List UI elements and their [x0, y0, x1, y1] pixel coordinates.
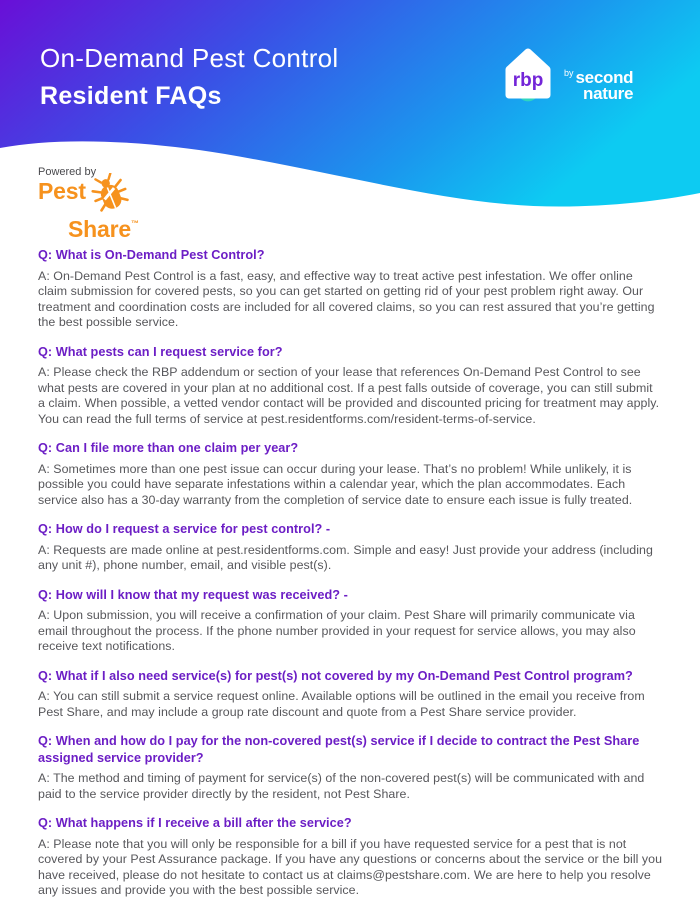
faq-question: Q: How will I know that my request was received? -: [38, 587, 348, 602]
trademark-symbol: ™: [130, 219, 139, 228]
pestshare-word-pest: Pest: [38, 178, 86, 204]
faq-question: Q: What pests can I request service for?: [38, 344, 283, 359]
faq-answer: A: Please note that you will only be responsible for a bill if you have requested service for a pest that is not covered by your Pest Assurance package. If you have any questions or concerns about the service or the bill you have received, please do not hesitate to contact us at claims@pestshare.com. We are here to help you resolve any issues and provide you with the best possible service.: [38, 836, 663, 897]
faq-answer: A: You can still submit a service request online. Available options will be outlined in the email you receive from Pest Share, and may include a group rate discount and quote from a Pest Share service provider.: [38, 689, 645, 719]
rbp-logo: [498, 44, 560, 110]
faq-item: [38, 733, 663, 802]
faq-item: [38, 247, 663, 331]
faq-answer: A: Please check the RBP addendum or section of your lease that references On-Demand Pest Control to see what pests are covered in your plan at no additional cost. If a pest falls outside of coverage, you can still submit a claim. When possible, a vetted vendor contact will be provided and discounted pricing for treatment may apply. You can read the full terms of service at pest.residentforms.com/resident-terms-of-service.: [38, 365, 660, 426]
faq-question: Q: What happens if I receive a bill after the service?: [38, 816, 352, 830]
byline-word-second: second: [575, 68, 634, 87]
faq-question: Q: How do I request a service for pest control? -: [38, 522, 331, 536]
pestshare-word-share: [68, 212, 198, 241]
rbp-house-icon: [498, 44, 560, 110]
faq-question: Q: What if I also need service(s) for pest(s) not covered by my On-Demand Pest Control program?: [38, 668, 633, 683]
pestshare-word-share-text: Share: [68, 216, 131, 242]
faq-answer: A: Requests are made online at pest.residentforms.com. Simple and easy! Just provide your address (including any unit #), phone number, email, and visible pest(s).: [38, 542, 653, 572]
page-title-line2: Resident FAQs: [40, 82, 222, 110]
faq-item: [38, 521, 663, 574]
faq-question: Q: Can I file more than one claim per year?: [38, 441, 299, 455]
faq-answer: A: Upon submission, you will receive a confirmation of your claim. Pest Share will primarily communicate via email throughout the process. If the phone number provided in your request for service allows, you may also receive text notifications.: [38, 608, 636, 653]
byline-by: by: [564, 68, 574, 78]
svg-text:rbp: rbp: [512, 70, 544, 91]
powered-by-label: Powered by: [38, 166, 97, 178]
faq-answer: A: The method and timing of payment for service(s) of the non-covered pest(s) will be communicated with and paid to the service provider directly by the resident, not Pest Share.: [38, 771, 645, 801]
faq-question: Q: What is On-Demand Pest Control?: [38, 248, 265, 262]
faq-item: [38, 587, 663, 655]
faq-item: [38, 668, 663, 721]
page-title: [40, 42, 339, 112]
faq-item: [38, 815, 663, 899]
second-nature-byline: [564, 66, 633, 102]
faq-item: [38, 344, 663, 428]
faq-answer: A: Sometimes more than one pest issue can occur during your lease. That’s no problem! While unlikely, it is possible you could have separate infestations within a calendar year, which the plan accommodates. Each service also has a 30-day warranty from the completion of service date to ensure each issue is fully treated.: [38, 461, 633, 507]
faq-question: Q: When and how do I pay for the non-covered pest(s) service if I decide to contract the Pest Share assigned service provider?: [38, 734, 640, 765]
faq-list: [38, 247, 663, 906]
pestshare-logo: [38, 166, 198, 241]
faq-item: [38, 440, 663, 508]
faq-answer: A: On-Demand Pest Control is a fast, easy, and effective way to treat active pest infestation. We offer online claim submission for covered pests, so you can get started on getting rid of your pest problem right away. Our treatment and coordination costs are included for all covered claims, so you can rest assured that you’re getting the best possible service.: [38, 268, 655, 329]
page-title-line1: On-Demand Pest Control: [40, 43, 339, 73]
bug-icon: [91, 173, 129, 215]
byline-word-nature: nature: [583, 84, 634, 103]
